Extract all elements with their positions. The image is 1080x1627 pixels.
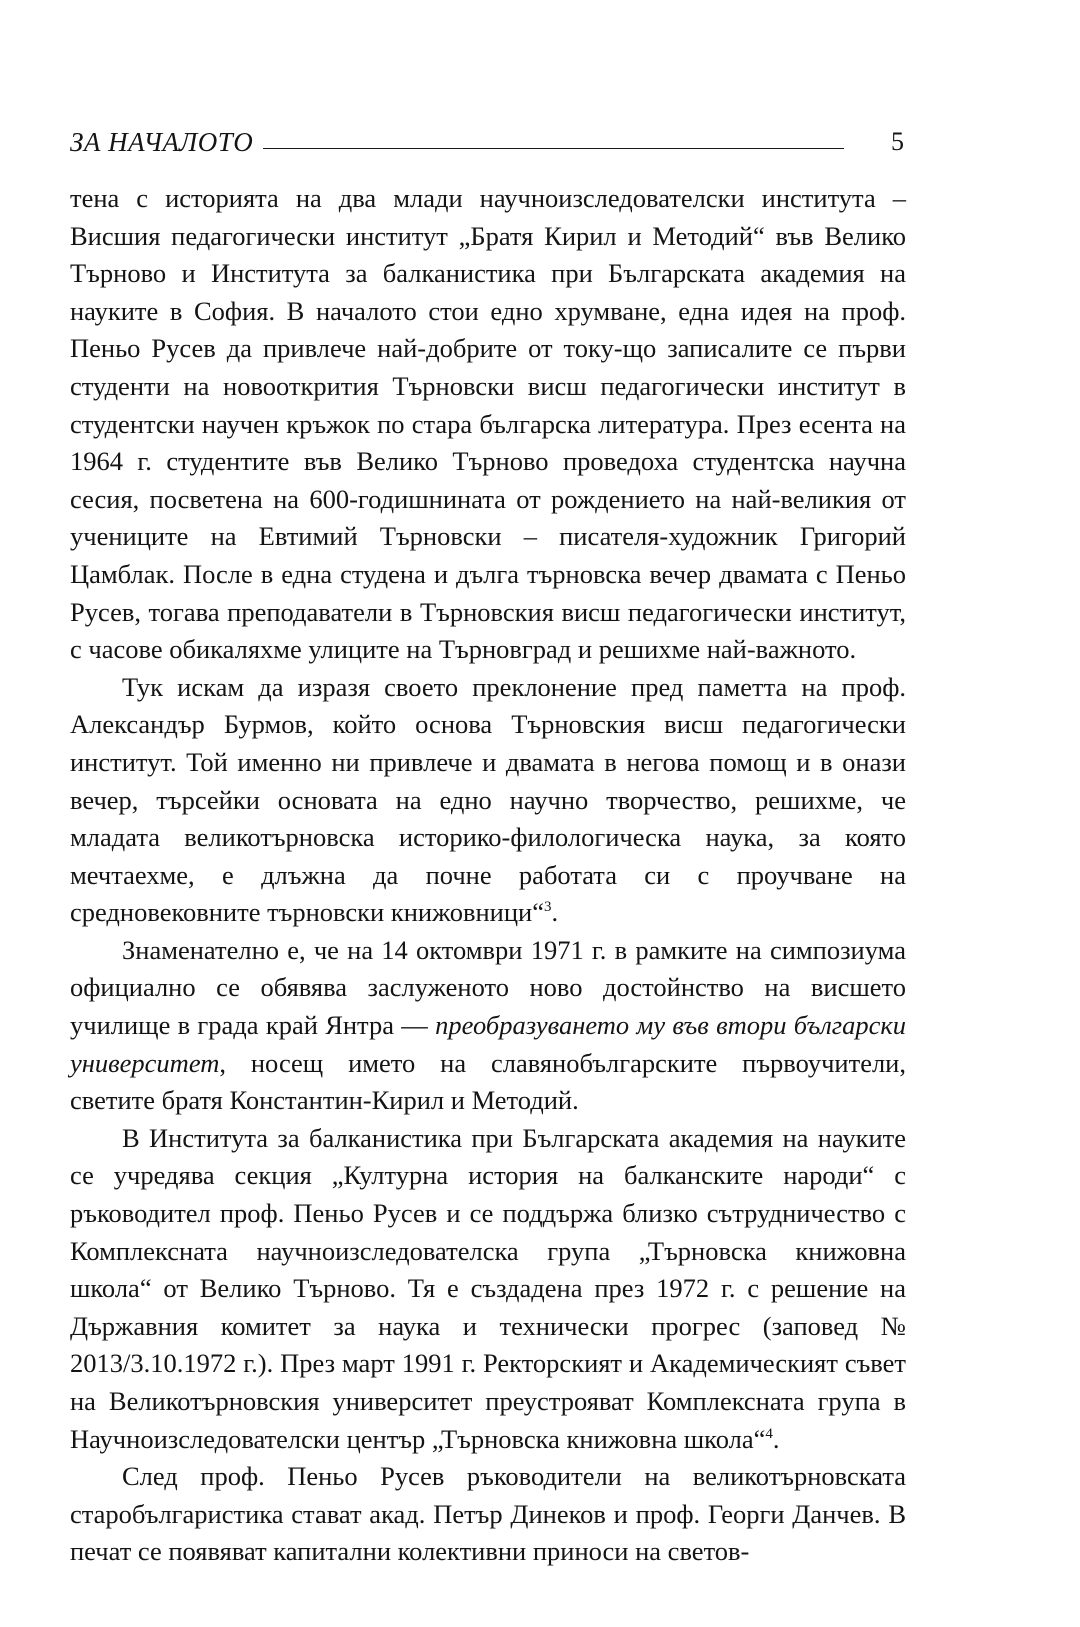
paragraph-text: В Института за балканистика при Българската академия на науките се учредява секция „Културна история на балканските народи“ с ръководител проф. Пеньо Русев и се поддържа близко сътрудничество с Комплексната научноизследователска група „Търновска книжовна школа“ от Велико Търново. Тя е създадена през 1972 г. с решение на Държавния комитет за наука и технически прогрес (заповед № 2013/3.10.1972 г.). През март 1991 г. Ректорският и Академическият съвет на Великотърновския университет преустрояват Комплексната група в Научноизследователски център „Търновска книжовна школа“	[70, 1122, 906, 1454]
paragraph	[70, 932, 906, 1120]
header-rule	[263, 148, 844, 149]
paragraph-text: Знаменателно е, че на 14 октомври 1971 г. в рамките на симпозиума официално се обявява заслуженото ново достойнство на висшето училище в града край Янтра —	[70, 934, 906, 1041]
paragraph-text: След проф. Пеньо Русев ръководители на великотърновската старобългаристика стават акад. Петър Динеков и проф. Георги Данчев. В печат се появяват капитални колективни приноси на светов-	[70, 1461, 906, 1567]
paragraph-text: тена с историята на два млади научноизследователски института – Висшия педагогически институт „Братя Кирил и Методий“ във Велико Търново и Института за балканистика при Българската академия на науките в София. В началото стои едно хрумване, една идея на проф. Пеньо Русев да привлече най-добрите от току-що записалите се първи студенти на новооткрития Търновски висш педагогически институт в студентски научен кръжок по стара българска литература. През есента на 1964 г. студентите във Велико Търново проведоха студентска научна сесия, посветена на 600-годишнината от рождението на най-великия от учениците на Евтимий Търновски – писателя-художник Григорий Цамблак. После в една студена и дълга търновска вечер двамата с Пеньо Русев, тогава преподаватели в Търновския висш педагогически институт, с часове обикаляхме улиците на Търновград и решихме най-важното.	[70, 183, 906, 665]
paragraph-continued	[70, 180, 906, 669]
paragraph-text-end: .	[551, 897, 559, 928]
running-header	[70, 124, 904, 160]
page-number: 5	[891, 127, 904, 156]
body-text	[70, 180, 906, 1571]
paragraph-text: Тук искам да изразя своето преклонение пред паметта на проф. Александър Бурмов, който основа Търновския висш педагогически институт. Той именно ни привлече и двамата в негова помощ и в онази вечер, търсейки основата на едно научно творчество, решихме, че младата великотърновска историко-филологическа наука, за която мечтаехме, е длъжна да почне работата си с проучване на средновековните търновски книжовници“	[70, 671, 906, 928]
paragraph-text-end: , носещ името на славянобългарските първоучители, светите братя Константин-Кирил и Методий.	[70, 1047, 906, 1116]
paragraph	[70, 669, 906, 932]
paragraph	[70, 1458, 906, 1571]
footnote-reference[interactable]: 3	[544, 899, 552, 916]
footnote-reference[interactable]: 4	[765, 1425, 773, 1442]
header-title: ЗА НАЧАЛОТО	[70, 127, 254, 157]
paragraph	[70, 1120, 906, 1458]
paragraph-text-end: .	[772, 1423, 780, 1454]
emphasized-text: преобразуването му във втори български университет	[70, 1010, 907, 1078]
